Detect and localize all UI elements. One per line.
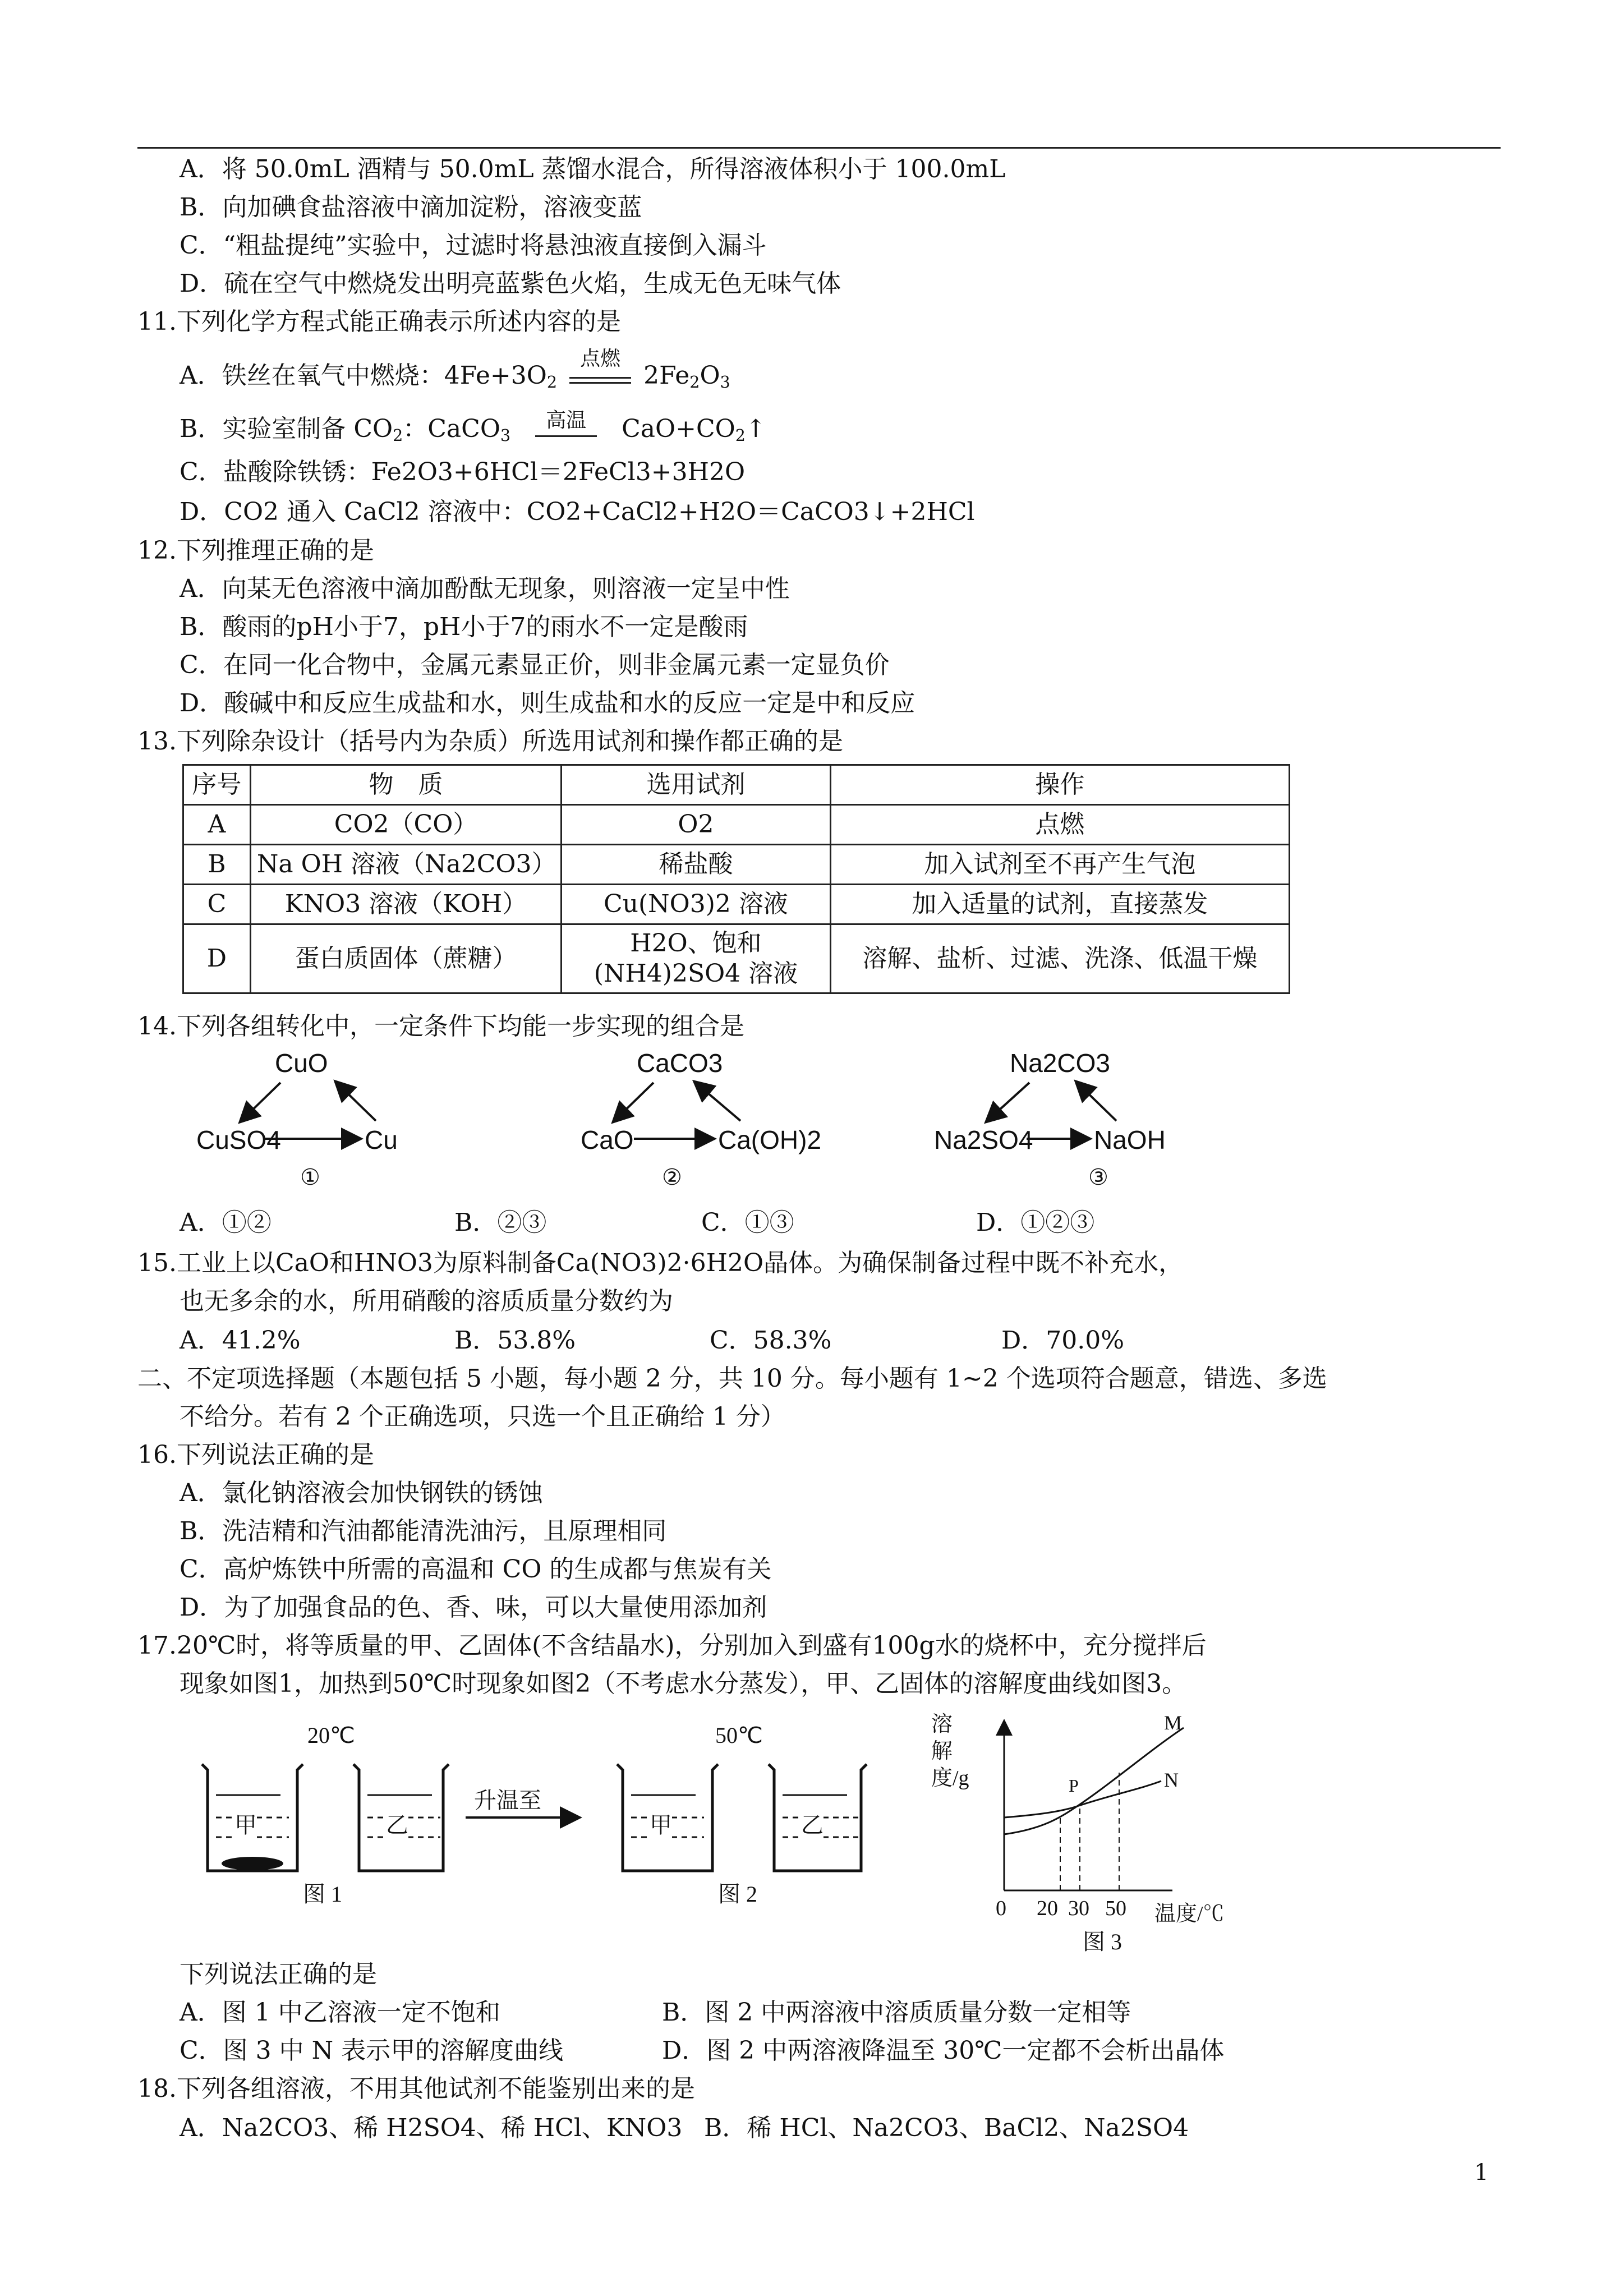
heat-arrow-label: 升温至: [474, 1788, 541, 1813]
beaker-label-yi-1: 乙: [386, 1807, 408, 1839]
q15-option-b: B．53.8%: [454, 1326, 576, 1355]
g2-top: CaCO3: [637, 1048, 723, 1078]
x-tick-20: 20: [1037, 1897, 1058, 1920]
chart-y-label: 溶解度/g: [931, 1713, 969, 1790]
section-2-title-2: 不给分。若有 2 个正确选项，只选一个且正确给 1 分）: [180, 1402, 785, 1431]
q14-option-d: D．①②③: [976, 1208, 1095, 1237]
table-cell: KNO3 溶液（KOH）: [250, 885, 561, 924]
curve-n: [1004, 1781, 1161, 1818]
table-cell: C: [183, 885, 251, 924]
q17-sub-stem: 下列说法正确的是: [180, 1960, 377, 1989]
q14-option-c: C．①③: [701, 1208, 794, 1237]
g1-arrow-top-left: [241, 1083, 280, 1121]
q15-stem-2: 也无多余的水，所用硝酸的溶质质量分数约为: [180, 1287, 673, 1315]
header-cell: 物 质: [250, 765, 561, 805]
g1-number: ①: [300, 1165, 320, 1190]
q17-option-a: A．图 1 中乙溶液一定不饱和: [180, 1998, 500, 2027]
q13-stem: 13.下列除杂设计（括号内为杂质）所选用试剂和操作都正确的是: [137, 727, 843, 756]
table-cell: 溶解、盐析、过滤、洗涤、低温干燥: [830, 924, 1289, 993]
page-number: 1: [1474, 2160, 1489, 2185]
g2-left: CaO: [581, 1125, 634, 1154]
q10-option-a: A．将 50.0mL 酒精与 50.0mL 蒸馏水混合，所得溶液体积小于 100.0mL: [180, 155, 1006, 183]
q14-option-b: B．②③: [454, 1208, 547, 1237]
table-cell: 蛋白质固体（蔗糖）: [250, 924, 561, 993]
q11-option-d: D．CO2 通入 CaCl2 溶液中：CO2+CaCl2+H2O＝CaCO3↓+2HCl: [180, 498, 975, 526]
header-cell: 选用试剂: [562, 765, 831, 805]
q12-stem: 12.下列推理正确的是: [137, 536, 374, 565]
beaker-label-yi-2: 乙: [801, 1807, 823, 1839]
table-cell: Cu(NO3)2 溶液: [562, 885, 831, 924]
g3-number: ③: [1088, 1165, 1108, 1190]
q15-option-c: C．58.3%: [710, 1326, 832, 1355]
table-cell: H2O、饱和(NH4)2SO4 溶液: [562, 924, 831, 993]
point-p-label: P: [1069, 1775, 1079, 1796]
x-tick-0: 0: [996, 1897, 1006, 1920]
table-cell: A: [183, 805, 251, 845]
q10-option-d: D．硫在空气中燃烧发出明亮蓝紫色火焰，生成无色无味气体: [180, 269, 841, 298]
header-cell: 操作: [830, 765, 1289, 805]
q15-stem-1: 15.工业上以CaO和HNO3为原料制备Ca(NO3)2·6H2O晶体。为确保制备过程中既不补充水，: [137, 1249, 1184, 1277]
beaker-label-jia-2: 甲: [650, 1807, 672, 1839]
g1-right: Cu: [365, 1125, 398, 1154]
q14-stem: 14.下列各组转化中，一定条件下均能一步实现的组合是: [137, 1012, 744, 1041]
g2-number: ②: [662, 1165, 682, 1190]
g1-left: CuSO4: [196, 1125, 281, 1154]
table-cell: B: [183, 845, 251, 885]
q15-option-a: A．41.2%: [180, 1326, 301, 1355]
q11-option-c: C．盐酸除铁锈：Fe2O3+6HCl＝2FeCl3+3H2O: [180, 458, 746, 486]
table-cell: 加入试剂至不再产生气泡: [830, 845, 1289, 885]
table-cell: 加入适量的试剂，直接蒸发: [830, 885, 1289, 924]
q10-option-c: C．“粗盐提纯”实验中，过滤时将悬浊液直接倒入漏斗: [180, 231, 767, 260]
q16-option-d: D．为了加强食品的色、香、味，可以大量使用添加剂: [180, 1593, 767, 1622]
q16-option-a: A．氯化钠溶液会加快钢铁的锈蚀: [180, 1479, 543, 1507]
g3-left: Na2SO4: [934, 1125, 1033, 1154]
g3-arrow-right-top: [1077, 1083, 1116, 1121]
q12-option-b: B．酸雨的pH小于7，pH小于7的雨水不一定是酸雨: [180, 613, 748, 641]
x-tick-50: 50: [1105, 1897, 1126, 1920]
g3-top: Na2CO3: [1010, 1048, 1110, 1078]
q17-stem-2: 现象如图1，加热到50℃时现象如图2（不考虑水分蒸发），甲、乙固体的溶解度曲线如图3。: [180, 1669, 1187, 1698]
table-cell: 点燃: [830, 805, 1289, 845]
beakers-diagram: [191, 1756, 976, 1890]
chart-x-label: 温度/℃: [1154, 1902, 1225, 1926]
section-2-title-1: 二、不定项选择题（本题包括 5 小题，每小题 2 分，共 10 分。每小题有 1~2 个选项符合题意，错选、多选: [137, 1364, 1327, 1393]
reaction-condition-heat: 高温: [535, 421, 597, 437]
q11-option-b: B．实验室制备 $CO_2$：CaCO$_3$ 高温 $CaO+CO_2↑$: [180, 409, 766, 445]
curve-n-label: N: [1164, 1769, 1179, 1791]
q15-option-d: D．70.0%: [1001, 1326, 1125, 1355]
q17-stem-1: 17.20℃时，将等质量的甲、乙固体(不含结晶水)，分别加入到盛有100g水的烧杯中，充分搅拌后: [137, 1631, 1207, 1660]
q16-stem: 16.下列说法正确的是: [137, 1441, 374, 1469]
g1-arrow-right-top: [337, 1083, 376, 1121]
curve-m: [1004, 1728, 1184, 1834]
g2-arrow-right-top: [696, 1083, 740, 1121]
q11-option-a: A．铁丝在氧气中燃烧：$4Fe+3O_2$ 点燃 $2Fe_2O_3$: [180, 347, 730, 392]
fig2-caption: 图 2: [718, 1881, 757, 1907]
g2-right: Ca(OH)2: [718, 1125, 822, 1154]
q17-option-d: D．图 2 中两溶液降温至 30℃一定都不会析出晶体: [662, 2036, 1225, 2065]
header-cell: 序号: [183, 765, 251, 805]
table-cell: O2: [562, 805, 831, 845]
curve-m-label: M: [1164, 1711, 1183, 1734]
table-cell: CO2（CO）: [250, 805, 561, 845]
q12-option-c: C．在同一化合物中，金属元素显正价，则非金属元素一定显负价: [180, 651, 890, 679]
g3-right: NaOH: [1094, 1125, 1166, 1154]
fig3-caption: 图 3: [1083, 1929, 1122, 1954]
g1-top: CuO: [275, 1048, 328, 1078]
q12-option-a: A．向某无色溶液中滴加酚酞无现象，则溶液一定呈中性: [180, 574, 790, 603]
temp-label-20: 20℃: [307, 1723, 355, 1748]
table-cell: Na OH 溶液（Na2CO3）: [250, 845, 561, 885]
temp-label-50: 50℃: [715, 1723, 763, 1748]
beaker-label-jia-1: 甲: [234, 1807, 257, 1839]
q17-option-b: B．图 2 中两溶液中溶质质量分数一定相等: [662, 1998, 1131, 2027]
q18-option-a: A．Na2CO3、稀 H2SO4、稀 HCl、KNO3: [180, 2114, 683, 2142]
solubility-chart: [926, 1711, 1262, 1924]
q10-option-b: B．向加碘食盐溶液中滴加淀粉，溶液变蓝: [180, 193, 642, 222]
q12-option-d: D．酸碱中和反应生成盐和水，则生成盐和水的反应一定是中和反应: [180, 689, 915, 717]
q18-stem: 18.下列各组溶液，不用其他试剂不能鉴别出来的是: [137, 2074, 695, 2103]
q11-stem: 11.下列化学方程式能正确表示所述内容的是: [137, 307, 621, 336]
g2-arrow-top-left: [614, 1083, 654, 1121]
table-cell: 稀盐酸: [562, 845, 831, 885]
q16-option-c: C．高炉炼铁中所需的高温和 CO 的生成都与焦炭有关: [180, 1555, 772, 1584]
reaction-condition-ignite: 点燃: [569, 361, 631, 384]
q18-option-b: B．稀 HCl、Na2CO3、BaCl2、Na2SO4: [704, 2114, 1189, 2142]
x-tick-30: 30: [1068, 1897, 1089, 1920]
q17-option-c: C．图 3 中 N 表示甲的溶解度曲线: [180, 2036, 564, 2065]
table-cell: D: [183, 924, 251, 993]
fig1-caption: 图 1: [303, 1881, 342, 1907]
g3-arrow-top-left: [987, 1083, 1029, 1121]
q14-option-a: A．①②: [180, 1208, 272, 1237]
q16-option-b: B．洗洁精和汽油都能清洗油污，且原理相同: [180, 1517, 667, 1545]
